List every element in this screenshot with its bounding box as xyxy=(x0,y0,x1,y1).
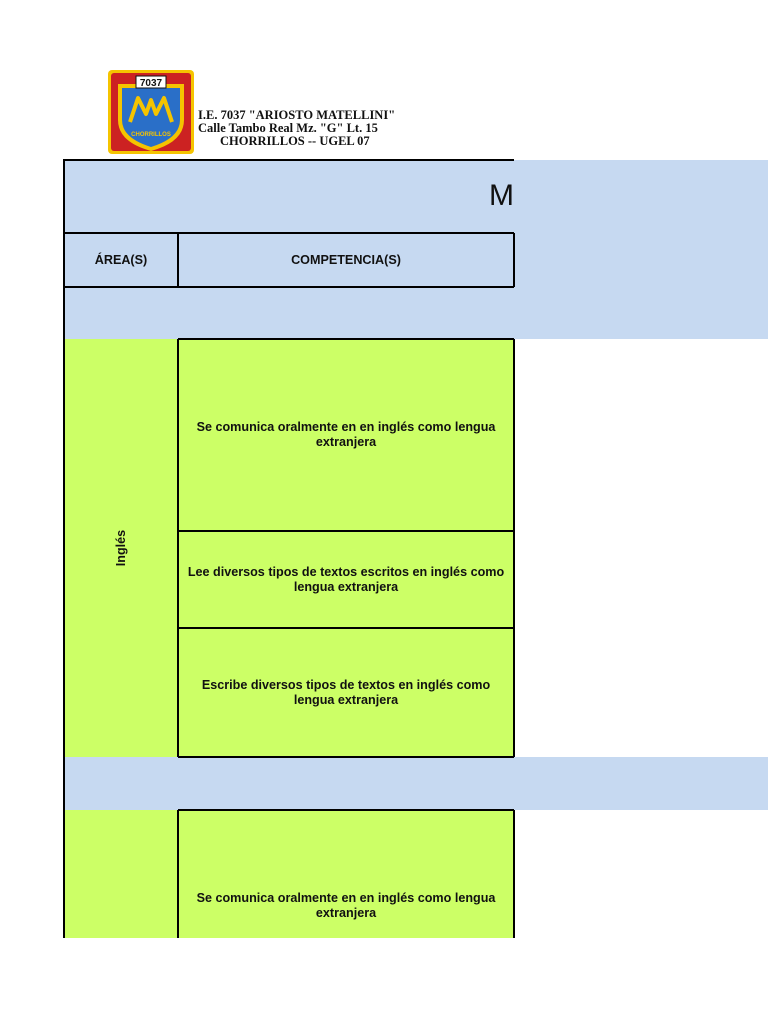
school-district: CHORRILLOS -- UGEL 07 xyxy=(220,134,370,148)
logo-number: 7037 xyxy=(139,78,163,89)
page-bottom-margin xyxy=(0,938,768,1024)
logo-bottom-text: CHORRILLOS xyxy=(131,132,171,138)
page-title: M xyxy=(489,179,514,212)
area-label-ingles: Inglés xyxy=(113,529,128,567)
header-competencia: COMPETENCIA(S) xyxy=(291,252,401,267)
competencia-cell-3: Escribe diversos tipos de textos en inglés como lengua extranjera xyxy=(178,628,514,757)
school-address: Calle Tambo Real Mz. "G" Lt. 15 xyxy=(198,121,378,135)
competencia-cell-4: Se comunica oralmente en en inglés como lengua extranjera xyxy=(178,810,514,1002)
school-name: I.E. 7037 "ARIOSTO MATELLINI" xyxy=(198,108,396,122)
header-area: ÁREA(S) xyxy=(94,252,148,267)
competencia-cell-2: Lee diversos tipos de textos escritos en inglés como lengua extranjera xyxy=(178,531,514,628)
competencia-cell-1: Se comunica oralmente en en inglés como lengua extranjera xyxy=(178,339,514,531)
